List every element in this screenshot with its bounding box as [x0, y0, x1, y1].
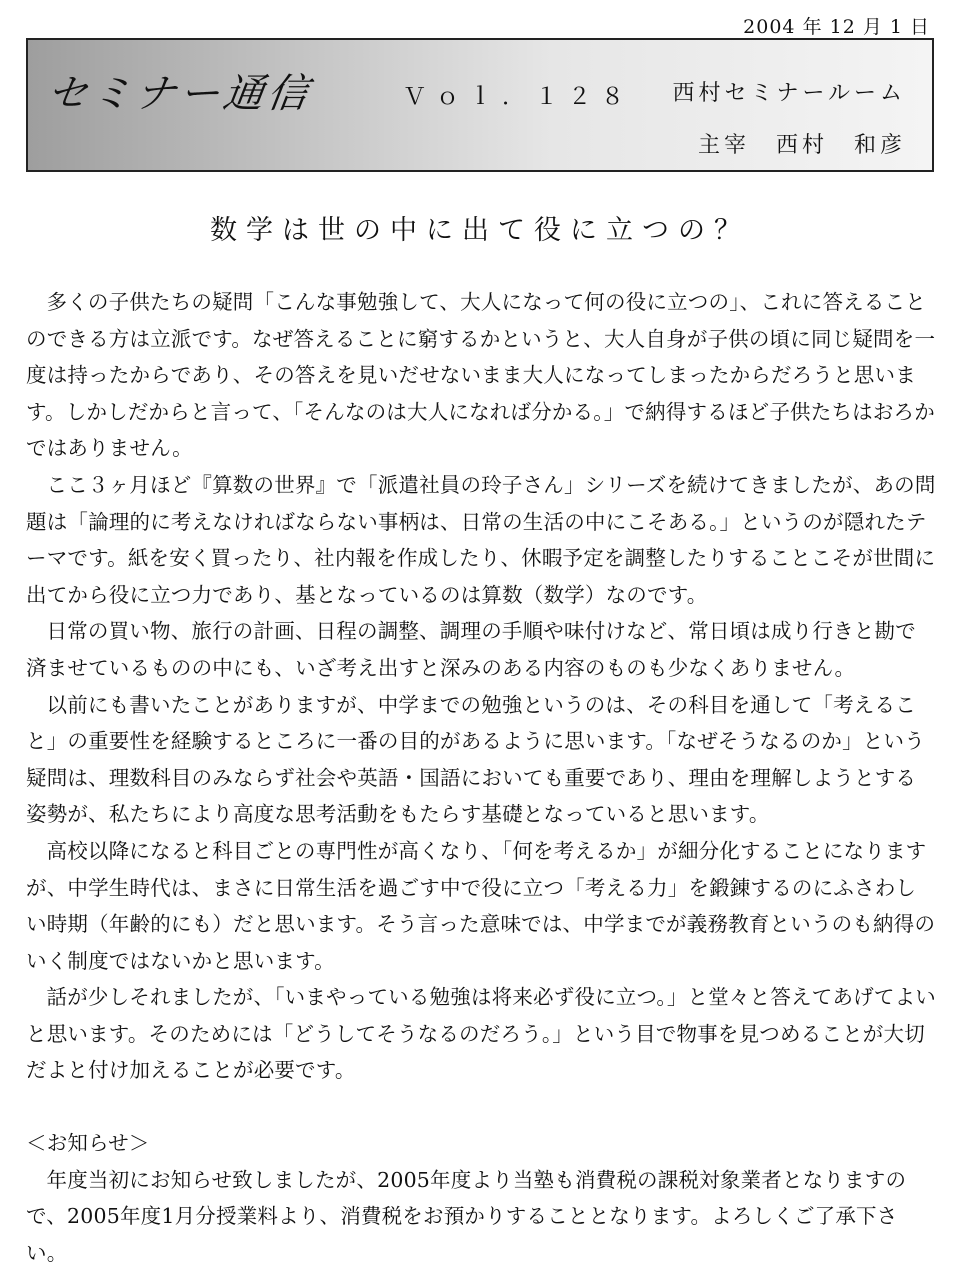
- paragraph: 以前にも書いたことがありますが、中学までの勉強というのは、その科目を通して「考えること」の重要性を経験するところに一番の目的があるように思います。「なぜそうなるのか」という疑問は、理数科目のみならず社会や英語・国語においても重要であり、理由を理解しようとする姿勢が、私たちにより高度な思考活動をもたらす基礎となっていると思います。: [26, 692, 925, 827]
- paragraph: 日常の買い物、旅行の計画、日程の調整、調理の手順や味付けなど、常日頃は成り行きと勘で済ませているものの中にも、いざ考え出すと深みのある内容のものも少なくありません。: [26, 619, 916, 680]
- paragraph: 多くの子供たちの疑問「こんな事勉強して、大人になって何の役に立つの」、これに答えることのできる方は立派です。なぜ答えることに窮するかというと、大人自身が子供の頃に同じ疑問を一度は持ったからであり、その答えを見いだせないまま大人になってしまったからだろうと思います。しかしだからと言って、「そんなのは大人になれば分かる。」で納得するほど子供たちはおろかではありません。: [26, 290, 936, 461]
- issue-date: 2004 年 12 月 1 日: [743, 16, 930, 38]
- article-body: [26, 284, 936, 1271]
- paragraph: 話が少しそれましたが、「いまやっている勉強は将来必ず役に立つ。」と堂々と答えてあげてよいと思います。そのためには「どうしてそうなるのだろう。」という目で物事を見つめることが大切だよと付け加えることが必要です。: [26, 985, 936, 1083]
- notice-text: 年度当初にお知らせ致しましたが、2005年度より当塾も消費税の課税対象業者となりますので、2005年度1月分授業料より、消費税をお預かりすることとなります。よろしくご了承下さい。: [26, 1167, 907, 1265]
- newsletter-title: セミナー通信: [44, 71, 315, 117]
- notice-heading: ＜お知らせ＞: [26, 1131, 150, 1156]
- newsletter-header: [26, 38, 934, 172]
- editor-name: 主宰 西村 和彦: [697, 133, 906, 158]
- organization-name: 西村セミナールーム: [672, 81, 906, 106]
- notice-section: [26, 1125, 936, 1271]
- paragraph: ここ３ヶ月ほど『算数の世界』で「派遣社員の玲子さん」シリーズを続けてきましたが、あの問題は「論理的に考えなければならない事柄は、日常の生活の中にこそある。」というのが隠れたテーマです。紙を安く買ったり、社内報を作成したり、休暇予定を調整したりすることこそが世間に出てから役に立つ力であり、基となっているのは算数（数学）なのです。: [26, 472, 936, 607]
- article-headline: 数学は世の中に出て役に立つの？: [210, 215, 750, 246]
- volume-number: Ｖｏｌ．１２８: [403, 84, 634, 110]
- paragraph: 高校以降になると科目ごとの専門性が高くなり、「何を考えるか」が細分化することになりますが、中学生時代は、まさに日常生活を過ごす中で役に立つ「考える力」を鍛錬するのにふさわしい時期（年齢的にも）だと思います。そう言った意味では、中学までが義務教育というのも納得のいく制度ではないかと思います。: [26, 838, 936, 973]
